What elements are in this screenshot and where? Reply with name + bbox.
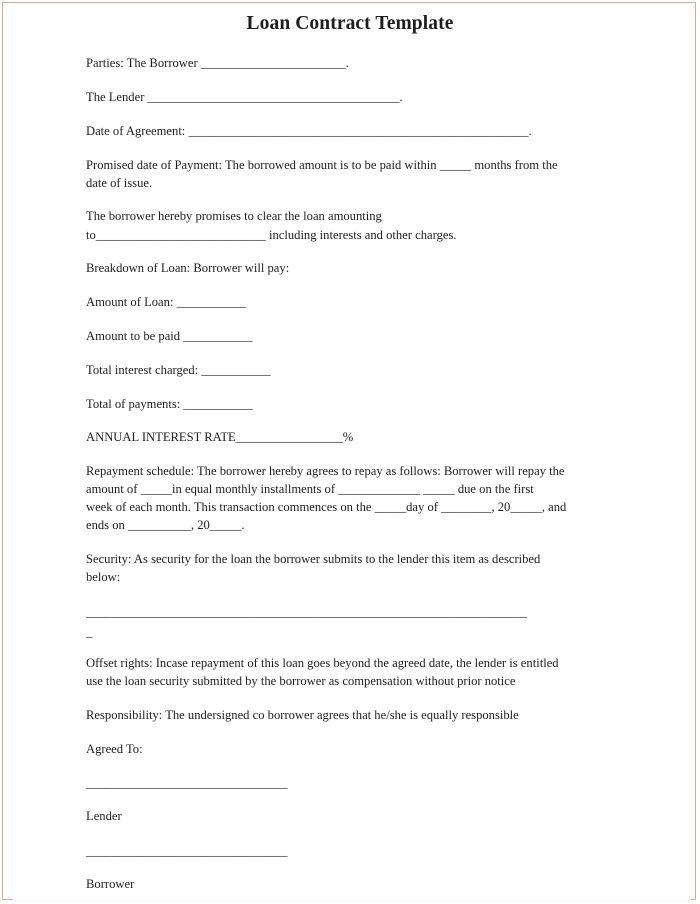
responsibility-line: Responsibility: The undersigned co borrower agrees that he/she is equally responsible (86, 708, 519, 722)
lender-signature-line: ________________________________ (86, 776, 288, 790)
loan-amount-line-1: The borrower hereby promises to clear the loan amounting (86, 209, 382, 223)
promised-payment-line-2: date of issue. (86, 176, 153, 190)
amount-of-loan-line: Amount of Loan: ___________ (86, 295, 246, 309)
security-blank-line: ______________________________________________________________________ (86, 605, 527, 619)
lender-label: Lender (86, 809, 122, 823)
breakdown-heading: Breakdown of Loan: Borrower will pay: (86, 261, 290, 275)
repayment-line-3: week of each month. This transaction commences on the _____day of ________, 20_____, and (86, 500, 567, 514)
security-line-2: below: (86, 570, 121, 584)
promised-payment-line-1: Promised date of Payment: The borrowed amount is to be paid within _____ months from the (86, 158, 558, 172)
borrower-signature-line: ________________________________ (86, 844, 288, 858)
parties-borrower-line: Parties: The Borrower _______________________. (86, 56, 349, 70)
total-interest-line: Total interest charged: ___________ (86, 363, 271, 377)
offset-rights-line-1: Offset rights: Incase repayment of this loan goes beyond the agreed date, the lender is entitled (86, 656, 559, 670)
lender-line: The Lender ________________________________________. (86, 90, 403, 104)
total-payments-line: Total of payments: ___________ (86, 397, 253, 411)
annual-interest-rate-line: ANNUAL INTEREST RATE_________________% (86, 430, 354, 444)
agreed-to-label: Agreed To: (86, 742, 143, 756)
repayment-line-2: amount of _____in equal monthly installments of _____________ _____ due on the first (86, 482, 534, 496)
document-title: Loan Contract Template (246, 13, 454, 34)
offset-rights-line-2: use the loan security submitted by the borrower as compensation without prior notice (86, 674, 516, 688)
repayment-line-1: Repayment schedule: The borrower hereby agrees to repay as follows: Borrower will repay the (86, 464, 565, 478)
date-of-agreement-line: Date of Agreement: ______________________________________________________. (86, 124, 532, 138)
amount-to-be-paid-line: Amount to be paid ___________ (86, 329, 253, 343)
security-blank-tail: _ (86, 625, 93, 639)
loan-amount-line-2: to___________________________ including interests and other charges. (86, 228, 457, 242)
security-line-1: Security: As security for the loan the borrower submits to the lender this item as described (86, 552, 541, 566)
borrower-label: Borrower (86, 877, 135, 891)
repayment-line-4: ends on __________, 20_____. (86, 518, 245, 532)
